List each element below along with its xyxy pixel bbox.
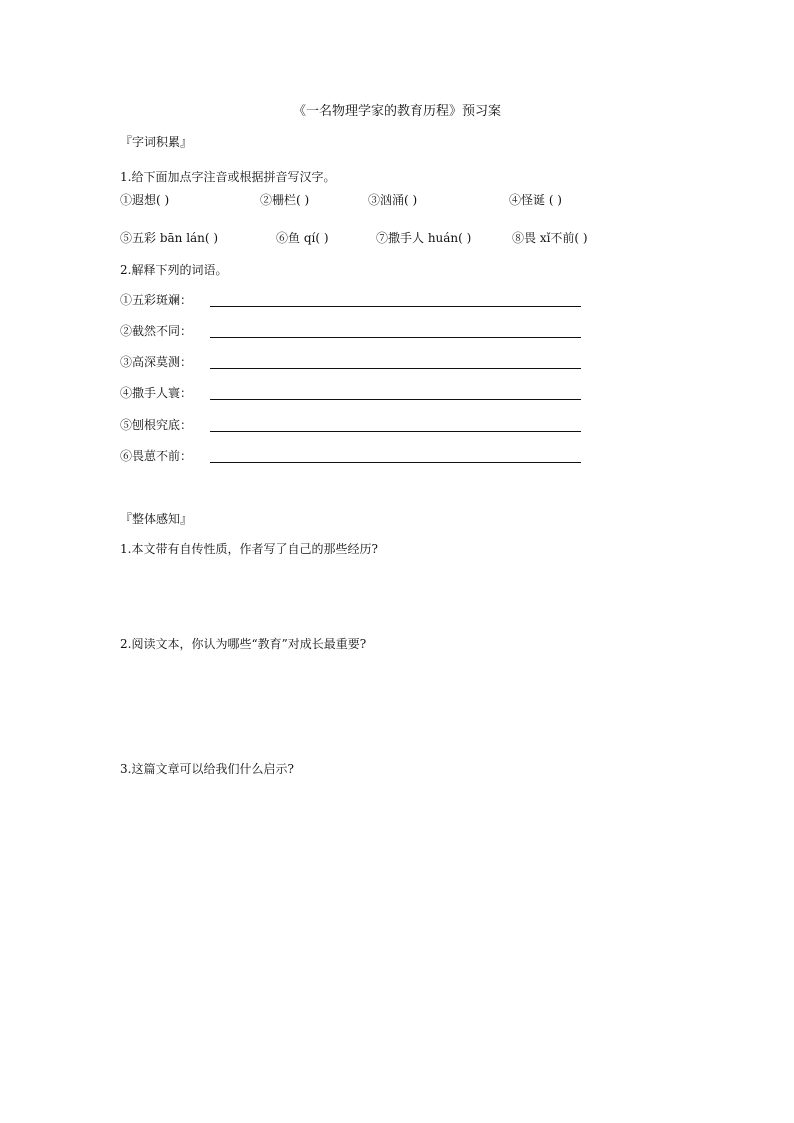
term-row: [120, 385, 192, 401]
page-title: 《一名物理学家的教育历程》预习案: [292, 104, 501, 119]
term-row: [120, 417, 192, 433]
pinyin-item: ②栅栏( ): [260, 193, 310, 207]
question-pinyin-instruction: 1.给下面加点字注音或根据拼音写汉字。: [120, 170, 336, 184]
pinyin-item: ⑧畏 xǐ不前( ): [512, 231, 588, 245]
term-row: [120, 448, 192, 464]
answer-line: [210, 462, 581, 463]
answer-line: [210, 431, 581, 432]
term-row: [120, 323, 192, 339]
pinyin-item: ⑦撒手人 huán( ): [376, 231, 472, 245]
pinyin-item: ④怪诞 ( ): [509, 193, 562, 207]
section-heading-overall: 『整体感知』: [120, 512, 193, 526]
question-item: 2.阅读文本，你认为哪些“教育”对成长最重要?: [120, 637, 367, 651]
term-label: ⑥畏葸不前：: [120, 449, 193, 463]
term-label: ②截然不同：: [120, 324, 193, 338]
term-label: ①五彩斑斓：: [120, 293, 193, 307]
answer-line: [210, 399, 581, 400]
term-label: ④撒手人寰：: [120, 386, 193, 400]
question-item: 1.本文带有自传性质，作者写了自己的那些经历?: [120, 542, 378, 556]
term-label: ③高深莫测：: [120, 355, 193, 369]
question-explain-terms: 2.解释下列的词语。: [120, 263, 228, 277]
pinyin-item: ③汹涌( ): [368, 193, 418, 207]
answer-line: [210, 368, 581, 369]
question-item: 3.这篇文章可以给我们什么启示?: [120, 762, 294, 776]
pinyin-item: ①遐想( ): [120, 193, 170, 207]
term-row: [120, 354, 192, 370]
answer-line: [210, 337, 581, 338]
answer-line: [210, 306, 581, 307]
term-label: ⑤刨根究底：: [120, 418, 193, 432]
section-heading-vocabulary: 『字词积累』: [120, 135, 193, 149]
term-row: [120, 292, 192, 308]
pinyin-item: ⑥鱼 qí( ): [276, 231, 329, 245]
pinyin-item: ⑤五彩 bān lán( ): [120, 231, 219, 245]
